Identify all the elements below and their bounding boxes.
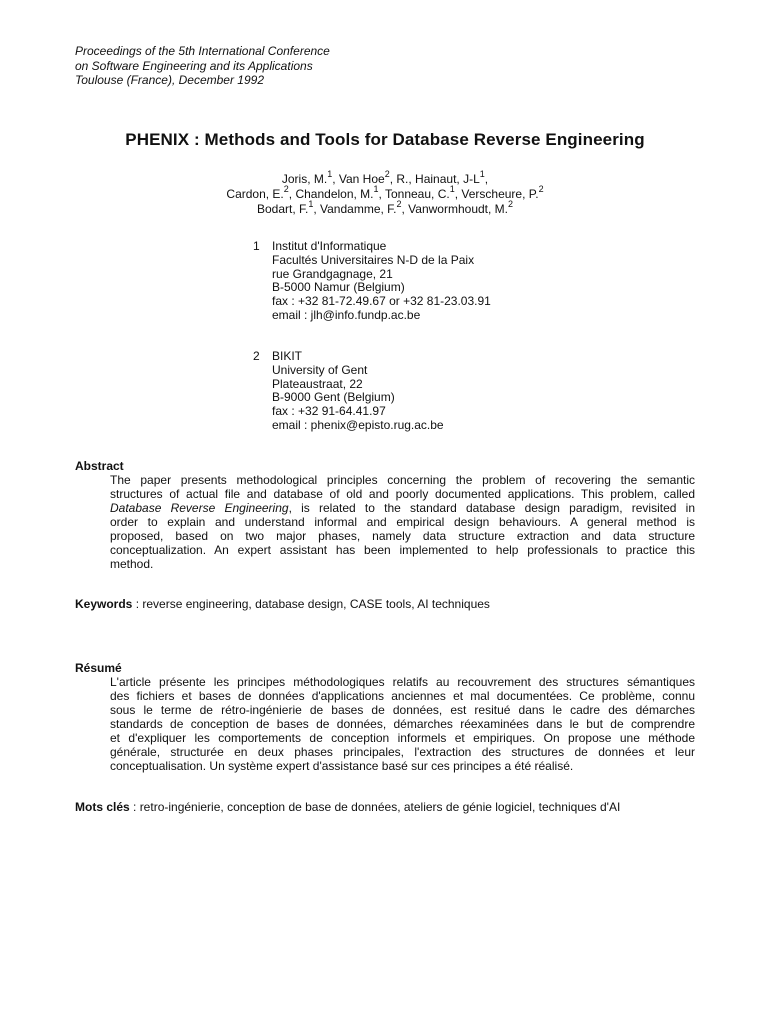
author-name: Bodart, F. — [256, 202, 309, 216]
author-list — [0, 169, 770, 217]
author-name: Cardon, E. — [226, 187, 284, 201]
proceedings-line: on Software Engineering and its Applications — [75, 58, 313, 73]
keywords — [75, 597, 490, 611]
author-name: , Van Hoe — [332, 172, 385, 186]
author-affil-sup: 2 — [538, 184, 544, 194]
proceedings-line: Toulouse (France), December 1992 — [75, 73, 264, 87]
author-name: Joris, M. — [281, 172, 328, 186]
abstract-body — [110, 473, 695, 571]
resume-line: générale, structurée en deux phases principales, l'extraction des structures de données et leur — [110, 745, 695, 759]
affiliation-email: email : phenix@episto.rug.ac.be — [272, 417, 444, 432]
affiliation-line: BIKIT — [272, 349, 303, 363]
author-affil-sup: 2 — [384, 169, 390, 179]
resume-line: sous le terme de rétro-ingénierie de bases de données, est resitué dans le cadre des démarches — [110, 703, 695, 717]
keywords-text: : reverse engineering, database design, CASE tools, AI techniques — [132, 597, 490, 611]
affiliation-email: email : jlh@info.fundp.ac.be — [272, 307, 421, 322]
affiliation-line: fax : +32 91-64.41.97 — [272, 404, 386, 419]
author-name: , Verscheure, P. — [454, 187, 539, 201]
mots-cles — [75, 800, 620, 814]
author-affil-sup: 1 — [327, 169, 333, 179]
resume-line: conceptualisation. Un système expert d'assistance basé sur ces principes a été réalisé. — [110, 759, 574, 773]
resume-line: et d'expliquer les comportements de conception informels et empiriques. On propose une méthode — [110, 731, 695, 745]
affiliation-line: Facultés Universitaires N-D de la Paix — [272, 252, 475, 267]
mots-cles-text: : retro-ingénierie, conception de base de données, ateliers de génie logiciel, techniques d'AI — [129, 800, 621, 814]
author-name: , Vandamme, F. — [313, 202, 397, 216]
abstract-line: The paper presents methodological principles concerning the problem of recovering the semantic — [110, 473, 695, 487]
abstract-line: conceptualization. An expert assistant has been implemented to help professionals to practice this — [110, 543, 695, 557]
keywords-label: Keywords — [75, 597, 133, 611]
affiliation-line: fax : +32 81-72.49.67 or +32 81-23.03.91 — [272, 294, 491, 309]
proceedings-header — [75, 44, 330, 88]
mots-cles-label: Mots clés — [75, 800, 130, 814]
author-line — [0, 184, 770, 202]
abstract-line — [110, 501, 695, 515]
affiliation-line: rue Grandgagnage, 21 — [272, 266, 393, 281]
abstract-line: structures of actual file and database of old and poorly documented applications. This problem, called — [110, 487, 695, 501]
affiliation-line: B-9000 Gent (Belgium) — [272, 390, 395, 405]
abstract-line: order to explain and understand informal and empirical design behaviours. A general method is — [110, 515, 695, 529]
author-name: , Chandelon, M. — [288, 187, 374, 201]
resume-line: des fichiers et bases de données d'applications anciennes et mal documentées. Ce problème, connu — [110, 689, 695, 703]
abstract-heading: Abstract — [75, 459, 124, 473]
author-affil-sup: 2 — [396, 199, 402, 209]
resume-line: standards de conception de bases de données, démarches réexaminées dans le but de comprendre — [110, 717, 695, 731]
affiliation-line: University of Gent — [272, 362, 368, 377]
author-line — [0, 169, 770, 187]
abstract-line: method. — [110, 557, 154, 571]
author-affil-sup: 1 — [308, 199, 314, 209]
paper-title: PHENIX : Methods and Tools for Database Reverse Engineering — [125, 130, 645, 149]
resume-body — [110, 675, 695, 773]
author-name: , Vanwormhoudt, M. — [401, 202, 509, 216]
author-name: , R., Hainaut, J-L — [389, 172, 480, 186]
author-name: , — [484, 172, 489, 186]
affiliation-line: B-5000 Namur (Belgium) — [272, 280, 405, 295]
affiliation-line: Plateaustraat, 22 — [272, 376, 363, 391]
author-name: , Tonneau, C. — [378, 187, 450, 201]
resume-heading: Résumé — [75, 661, 122, 675]
author-affil-sup: 1 — [479, 169, 485, 179]
author-line — [0, 199, 770, 217]
author-affil-sup: 2 — [283, 184, 289, 194]
affiliation-number: 2 — [253, 349, 260, 363]
abstract-text: , is related to the standard database design paradigm, revisited in — [288, 501, 695, 515]
affiliation-number: 1 — [253, 239, 260, 253]
author-affil-sup: 1 — [449, 184, 455, 194]
resume-line: L'article présente les principes méthodologiques relatifs au recouvrement des structures sémantiques — [110, 675, 695, 689]
author-affil-sup: 1 — [373, 184, 379, 194]
affiliation-line: Institut d'Informatique — [272, 239, 387, 253]
proceedings-line: Proceedings of the 5th International Conference — [75, 44, 330, 58]
abstract-term: Database Reverse Engineering — [110, 501, 289, 515]
abstract-line: proposed, based on two major phases, namely data structure extraction and data structure — [110, 529, 695, 543]
author-affil-sup: 2 — [508, 199, 514, 209]
